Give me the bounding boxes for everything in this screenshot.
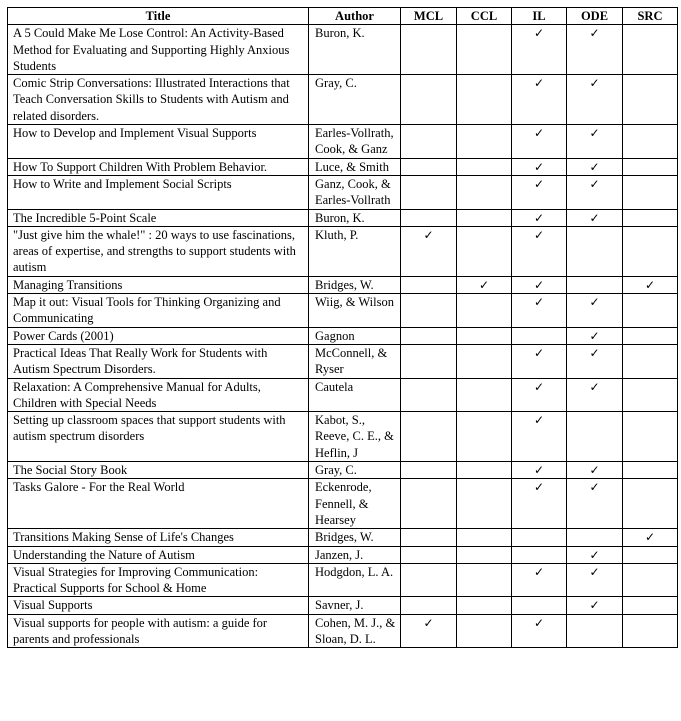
title-cell: Setting up classroom spaces that support students with autism spectrum disorders [8,412,309,462]
ode-cell [567,125,623,159]
author-cell: Savner, J. [309,597,401,614]
src-cell [623,479,678,529]
checkmark-icon: ✓ [533,277,545,292]
ode-cell [567,529,623,546]
author-cell: Luce, & Smith [309,158,401,175]
column-header-title: Title [8,8,309,25]
ode-cell [567,226,623,276]
title-cell: Visual supports for people with autism: a guide for parents and professionals [8,614,309,648]
mcl-cell [401,276,457,293]
ccl-cell [457,294,512,328]
src-cell [623,125,678,159]
ccl-cell [457,327,512,344]
checkmark-icon: ✓ [589,345,600,360]
il-cell [512,546,567,563]
ccl-cell [457,209,512,226]
column-header-author: Author [309,8,401,25]
il-cell [512,226,567,276]
ccl-cell [457,479,512,529]
column-header-il: IL [512,8,567,25]
ccl-cell [457,546,512,563]
checkmark-icon: ✓ [533,210,545,225]
il-cell [512,25,567,75]
il-cell [512,125,567,159]
mcl-cell [401,327,457,344]
mcl-cell [401,614,457,648]
src-cell [623,327,678,344]
ode-cell [567,546,623,563]
table-row [8,529,678,546]
src-cell [623,563,678,597]
ode-cell [567,75,623,125]
ode-cell [567,175,623,209]
checkmark-icon: ✓ [533,295,545,310]
title-cell: Transitions Making Sense of Life's Changes [8,529,309,546]
title-cell: Tasks Galore - For the Real World [8,479,309,529]
title-cell: Relaxation: A Comprehensive Manual for Adults, Children with Special Needs [8,378,309,412]
author-cell: McConnell, & Ryser [309,344,401,378]
mcl-cell [401,158,457,175]
ccl-cell [457,75,512,125]
table-row [8,125,678,159]
checkmark-icon: ✓ [533,126,545,141]
checkmark-icon: ✓ [589,76,600,91]
table-row [8,462,678,479]
checkmark-icon: ✓ [644,530,656,545]
table-row [8,175,678,209]
src-cell [623,614,678,648]
il-cell [512,276,567,293]
mcl-cell [401,125,457,159]
ccl-cell [457,529,512,546]
ode-cell [567,563,623,597]
mcl-cell [401,479,457,529]
il-cell [512,462,567,479]
table-row [8,276,678,293]
author-cell: Kluth, P. [309,226,401,276]
il-cell [512,378,567,412]
title-cell: How to Write and Implement Social Scripts [8,175,309,209]
table-row [8,479,678,529]
author-cell: Cohen, M. J., & Sloan, D. L. [309,614,401,648]
title-cell: The Incredible 5-Point Scale [8,209,309,226]
checkmark-icon: ✓ [533,463,545,478]
author-cell: Bridges, W. [309,276,401,293]
column-header-ode: ODE [567,8,623,25]
mcl-cell [401,209,457,226]
checkmark-icon: ✓ [533,379,545,394]
il-cell [512,327,567,344]
il-cell [512,529,567,546]
checkmark-icon: ✓ [533,26,545,41]
checkmark-icon: ✓ [589,295,600,310]
table-row [8,294,678,328]
ccl-cell [457,462,512,479]
checkmark-icon: ✓ [589,463,600,478]
ccl-cell [457,597,512,614]
checkmark-icon: ✓ [589,126,600,141]
table-row [8,327,678,344]
ode-cell [567,25,623,75]
author-cell: Eckenrode, Fennell, & Hearsey [309,479,401,529]
src-cell [623,75,678,125]
table-row [8,75,678,125]
table-row [8,25,678,75]
checkmark-icon: ✓ [533,413,545,428]
src-cell [623,209,678,226]
mcl-cell [401,25,457,75]
title-cell: Map it out: Visual Tools for Thinking Organizing and Communicating [8,294,309,328]
resource-table-container [7,7,678,648]
ode-cell [567,276,623,293]
table-row [8,546,678,563]
ode-cell [567,378,623,412]
mcl-cell [401,563,457,597]
il-cell [512,597,567,614]
title-cell: "Just give him the whale!" : 20 ways to use fascinations, areas of expertise, and strengths to support students with autism [8,226,309,276]
title-cell: Visual Supports [8,597,309,614]
author-cell: Buron, K. [309,209,401,226]
mcl-cell [401,412,457,462]
author-cell: Cautela [309,378,401,412]
src-cell [623,294,678,328]
il-cell [512,158,567,175]
ccl-cell [457,226,512,276]
title-cell: Visual Strategies for Improving Communication: Practical Supports for School & Home [8,563,309,597]
src-cell [623,529,678,546]
il-cell [512,294,567,328]
title-cell: Managing Transitions [8,276,309,293]
author-cell: Kabot, S., Reeve, C. E., & Heflin, J [309,412,401,462]
src-cell [623,344,678,378]
il-cell [512,209,567,226]
mcl-cell [401,462,457,479]
column-header-ccl: CCL [457,8,512,25]
title-cell: How To Support Children With Problem Behavior. [8,158,309,175]
ode-cell [567,344,623,378]
table-row [8,158,678,175]
mcl-cell [401,546,457,563]
mcl-cell [401,344,457,378]
mcl-cell [401,529,457,546]
src-cell [623,226,678,276]
checkmark-icon: ✓ [644,277,656,292]
title-cell: Practical Ideas That Really Work for Students with Autism Spectrum Disorders. [8,344,309,378]
checkmark-icon: ✓ [533,76,545,91]
il-cell [512,614,567,648]
checkmark-icon: ✓ [423,227,434,242]
src-cell [623,158,678,175]
author-cell: Bridges, W. [309,529,401,546]
title-cell: Comic Strip Conversations: Illustrated Interactions that Teach Conversation Skills to Students with Autism and related disorders. [8,75,309,125]
author-cell: Gray, C. [309,462,401,479]
ccl-cell [457,125,512,159]
table-row [8,378,678,412]
mcl-cell [401,597,457,614]
ccl-cell [457,25,512,75]
title-cell: The Social Story Book [8,462,309,479]
title-cell: How to Develop and Implement Visual Supports [8,125,309,159]
table-row [8,344,678,378]
mcl-cell [401,294,457,328]
author-cell: Earles-Vollrath, Cook, & Ganz [309,125,401,159]
ode-cell [567,158,623,175]
ode-cell [567,597,623,614]
il-cell [512,175,567,209]
src-cell [623,412,678,462]
ode-cell [567,327,623,344]
checkmark-icon: ✓ [589,210,600,225]
ccl-cell [457,158,512,175]
header-row [8,8,678,25]
src-cell [623,597,678,614]
checkmark-icon: ✓ [533,564,545,579]
checkmark-icon: ✓ [589,564,600,579]
ccl-cell [457,175,512,209]
table-row [8,412,678,462]
il-cell [512,344,567,378]
author-cell: Janzen, J. [309,546,401,563]
ccl-cell [457,344,512,378]
checkmark-icon: ✓ [423,615,434,630]
ode-cell [567,294,623,328]
column-header-mcl: MCL [401,8,457,25]
src-cell [623,175,678,209]
author-cell: Hodgdon, L. A. [309,563,401,597]
checkmark-icon: ✓ [533,176,545,191]
checkmark-icon: ✓ [533,480,545,495]
ode-cell [567,412,623,462]
checkmark-icon: ✓ [589,480,600,495]
checkmark-icon: ✓ [589,328,600,343]
src-cell [623,546,678,563]
src-cell [623,276,678,293]
src-cell [623,25,678,75]
checkmark-icon: ✓ [478,277,490,292]
author-cell: Buron, K. [309,25,401,75]
il-cell [512,563,567,597]
table-row [8,614,678,648]
src-cell [623,462,678,479]
table-row [8,209,678,226]
author-cell: Gagnon [309,327,401,344]
author-cell: Wiig, & Wilson [309,294,401,328]
checkmark-icon: ✓ [533,227,545,242]
title-cell: Power Cards (2001) [8,327,309,344]
column-header-src: SRC [623,8,678,25]
checkmark-icon: ✓ [533,615,545,630]
mcl-cell [401,175,457,209]
table-row [8,597,678,614]
ccl-cell [457,563,512,597]
ccl-cell [457,614,512,648]
ccl-cell [457,276,512,293]
mcl-cell [401,226,457,276]
checkmark-icon: ✓ [533,345,545,360]
ode-cell [567,479,623,529]
title-cell: Understanding the Nature of Autism [8,546,309,563]
ccl-cell [457,378,512,412]
checkmark-icon: ✓ [589,26,600,41]
checkmark-icon: ✓ [589,598,600,613]
mcl-cell [401,75,457,125]
ccl-cell [457,412,512,462]
author-cell: Ganz, Cook, & Earles-Vollrath [309,175,401,209]
ode-cell [567,462,623,479]
src-cell [623,378,678,412]
checkmark-icon: ✓ [589,547,600,562]
ode-cell [567,209,623,226]
title-cell: A 5 Could Make Me Lose Control: An Activity-Based Method for Evaluating and Supporting Highly Anxious Students [8,25,309,75]
table-row [8,563,678,597]
mcl-cell [401,378,457,412]
resource-table [7,7,678,648]
ode-cell [567,614,623,648]
table-row [8,226,678,276]
checkmark-icon: ✓ [589,159,600,174]
author-cell: Gray, C. [309,75,401,125]
il-cell [512,412,567,462]
checkmark-icon: ✓ [589,176,600,191]
checkmark-icon: ✓ [589,379,600,394]
il-cell [512,479,567,529]
checkmark-icon: ✓ [533,159,545,174]
il-cell [512,75,567,125]
